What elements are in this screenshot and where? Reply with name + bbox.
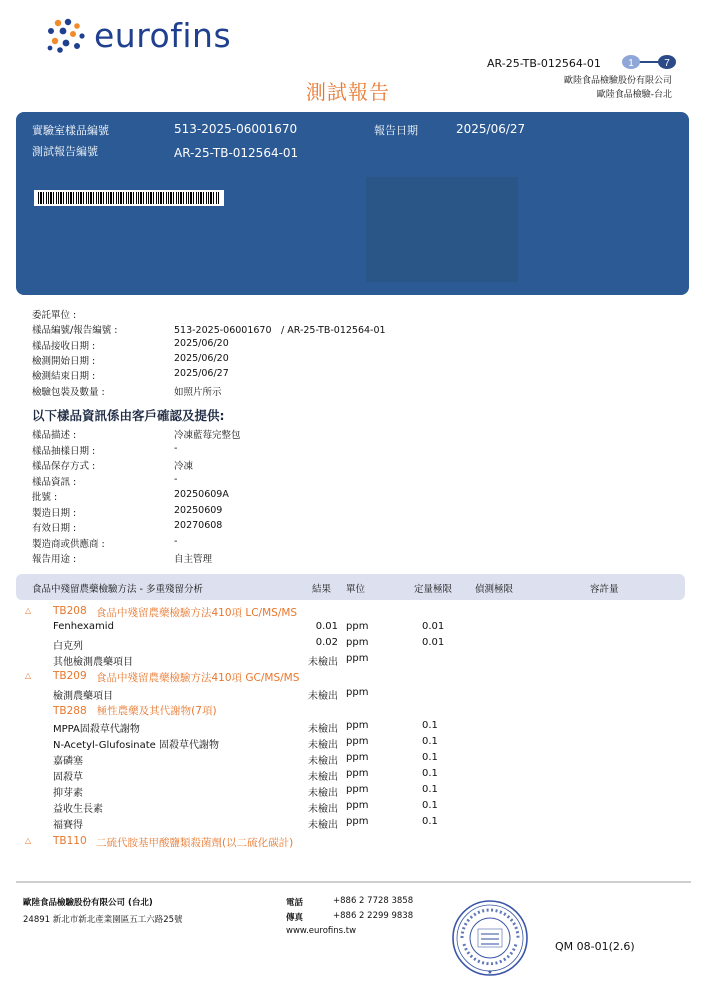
table-row xyxy=(0,685,708,701)
table-row xyxy=(0,718,708,734)
analyte-name: 嘉磷塞 xyxy=(53,756,83,767)
report-banner xyxy=(16,112,689,295)
page-indicator xyxy=(621,54,677,70)
results-table-header xyxy=(16,574,685,600)
customer-info-label: 批號 : xyxy=(32,492,58,503)
company-name: 歐陸食品檢驗股份有限公司 xyxy=(563,76,672,86)
method-row xyxy=(0,668,708,684)
method-code: TB288 xyxy=(53,705,87,717)
method-subheader xyxy=(53,703,217,718)
analyte-name: N-Acetyl-Glufosinate 固殺草代謝物 xyxy=(53,740,219,751)
loq-value: 0.01 xyxy=(422,621,445,632)
analyte-name: 福賽得 xyxy=(53,820,83,831)
report-number: AR-25-TB-012564-01 xyxy=(487,57,601,70)
svg-text:★: ★ xyxy=(487,969,493,976)
loq-value: 0.01 xyxy=(422,637,445,648)
customer-info-label: 有效日期 : xyxy=(32,523,77,534)
result-value: 未檢出 xyxy=(308,804,338,815)
table-row xyxy=(0,734,708,750)
info-value: 2025/06/20 xyxy=(174,352,229,364)
info-label: 樣品接收日期 : xyxy=(32,340,96,352)
footer-tel-label: 電話 xyxy=(286,898,304,908)
customer-info-value: 自主管理 xyxy=(174,554,213,565)
triangle-icon: △ xyxy=(25,606,32,615)
method-desc: 二硫代胺基甲酸鹽類殺菌劑(以二硫化碳計) xyxy=(96,837,294,849)
footer-tel: +886 2 7728 3858 xyxy=(333,896,414,906)
customer-info-value: 20270608 xyxy=(174,520,223,531)
th-method: 食品中殘留農藥檢驗方法 - 多重殘留分析 xyxy=(32,584,203,595)
footer-address: 24891 新北市新北產業園區五工六路25號 xyxy=(23,915,183,925)
page-current: 1 xyxy=(628,58,634,69)
footer-company: 歐陸食品檢驗股份有限公司 (台北) xyxy=(23,898,153,908)
loq-value: 0.1 xyxy=(422,784,438,795)
result-value: 未檢出 xyxy=(308,772,338,783)
info-label: 委託單位 : xyxy=(32,310,77,321)
customer-info-label: 樣品保存方式 : xyxy=(32,461,96,472)
method-desc: 食品中殘留農藥檢驗方法410項 GC/MS/MS xyxy=(96,672,300,684)
unit-value: ppm xyxy=(346,637,369,648)
result-value: 0.02 xyxy=(315,637,338,648)
lab-sample-no-label: 實驗室樣品編號 xyxy=(32,124,109,137)
analyte-name: Fenhexamid xyxy=(53,621,114,632)
triangle-icon: △ xyxy=(25,671,32,680)
customer-info-value: - xyxy=(174,473,178,485)
th-unit: 單位 xyxy=(346,584,366,595)
form-code: QM 08-01(2.6) xyxy=(555,940,635,953)
unit-value: ppm xyxy=(346,653,369,664)
result-value: 未檢出 xyxy=(308,691,338,702)
test-report-no: AR-25-TB-012564-01 xyxy=(174,146,299,160)
loq-value: 0.1 xyxy=(422,736,438,747)
unit-value: ppm xyxy=(346,752,369,763)
result-value: 未檢出 xyxy=(308,724,338,735)
footer-fax-label: 傳真 xyxy=(286,913,304,923)
triangle-icon: △ xyxy=(25,836,32,845)
loq-value: 0.1 xyxy=(422,768,438,779)
table-row xyxy=(0,782,708,798)
result-value: 未檢出 xyxy=(308,788,338,799)
table-row xyxy=(0,798,708,814)
th-tolerance: 容許量 xyxy=(590,584,619,595)
lab-seal-stamp xyxy=(450,898,530,978)
method-code: TB209 xyxy=(53,670,87,682)
analyte-name: 固殺草 xyxy=(53,772,83,783)
customer-info-title: 以下樣品資訊係由客戶確認及提供: xyxy=(32,408,225,423)
table-row xyxy=(0,619,708,635)
table-row xyxy=(0,766,708,782)
method-row xyxy=(0,603,708,619)
unit-value: ppm xyxy=(346,736,369,747)
table-row xyxy=(0,635,708,651)
unit-value: ppm xyxy=(346,687,369,698)
customer-info-value: 冷凍 xyxy=(174,461,194,472)
result-value: 未檢出 xyxy=(308,820,338,831)
unit-value: ppm xyxy=(346,621,369,632)
info-value: 如照片所示 xyxy=(174,386,222,398)
info-value: 2025/06/20 xyxy=(174,337,229,349)
test-report-no-label: 測試報告編號 xyxy=(32,145,98,158)
info-value: 2025/06/27 xyxy=(174,368,229,380)
method-row xyxy=(0,833,708,849)
footer-divider xyxy=(16,881,691,883)
eurofins-logo xyxy=(46,16,236,56)
customer-info-label: 報告用途 : xyxy=(32,554,77,565)
analyte-name: 益收生長素 xyxy=(53,804,103,815)
loq-value: 0.1 xyxy=(422,720,438,731)
customer-info-value: 20250609A xyxy=(174,489,229,500)
method-desc: 極性農藥及其代謝物(7項) xyxy=(96,705,217,717)
unit-value: ppm xyxy=(346,768,369,779)
loq-value: 0.1 xyxy=(422,800,438,811)
unit-value: ppm xyxy=(346,816,369,827)
method-code: TB110 xyxy=(53,835,87,847)
footer-website[interactable]: www.eurofins.tw xyxy=(286,926,357,936)
customer-info-value: 20250609 xyxy=(174,504,223,516)
unit-value: ppm xyxy=(346,720,369,731)
lab-sample-no: 513-2025-06001670 xyxy=(174,122,298,136)
method-code: TB208 xyxy=(53,605,87,617)
loq-value: 0.1 xyxy=(422,816,438,827)
unit-value: ppm xyxy=(346,784,369,795)
info-label: 檢驗包裝及數量 : xyxy=(32,386,105,398)
customer-info-label: 樣品資訊 : xyxy=(32,476,77,488)
analyte-name: 抑芽素 xyxy=(53,788,83,799)
customer-info-value: - xyxy=(174,535,178,547)
report-date-label: 報告日期 xyxy=(374,124,418,137)
customer-info-label: 製造日期 : xyxy=(32,507,77,519)
table-row xyxy=(0,651,708,667)
result-value: 0.01 xyxy=(315,621,338,632)
method-desc: 食品中殘留農藥檢驗方法410項 LC/MS/MS xyxy=(96,607,298,619)
table-row xyxy=(0,814,708,830)
result-value: 未檢出 xyxy=(308,756,338,767)
page-title: 測試報告 xyxy=(306,80,390,104)
redacted-area xyxy=(366,177,518,282)
customer-info-value: 冷凍藍莓完整包 xyxy=(174,430,241,441)
th-lod: 偵測極限 xyxy=(475,584,514,595)
info-label: 樣品編號/報告編號 : xyxy=(32,325,118,337)
th-loq: 定量極限 xyxy=(414,584,453,595)
result-value: 未檢出 xyxy=(308,657,338,668)
loq-value: 0.1 xyxy=(422,752,438,763)
info-label: 檢測結束日期 : xyxy=(32,371,96,383)
analyte-name: 其他檢測農藥項目 xyxy=(53,657,133,668)
footer-fax: +886 2 2299 9838 xyxy=(333,911,414,921)
page-total: 7 xyxy=(664,58,670,69)
eurofins-logo-icon xyxy=(46,18,88,54)
unit-value: ppm xyxy=(346,800,369,811)
table-row xyxy=(0,750,708,766)
analyte-name: 白克列 xyxy=(53,641,83,652)
customer-info-label: 樣品抽樣日期 : xyxy=(32,445,96,457)
customer-info-label: 樣品描述 : xyxy=(32,430,77,441)
th-result: 結果 xyxy=(312,584,332,595)
analyte-name: 檢測農藥項目 xyxy=(53,691,113,702)
brand-name: eurofins xyxy=(94,16,232,55)
result-value: 未檢出 xyxy=(308,740,338,751)
report-date: 2025/06/27 xyxy=(456,122,526,136)
analyte-name: MPPA固殺草代謝物 xyxy=(53,724,140,735)
info-label: 檢測開始日期 : xyxy=(32,355,96,367)
customer-info-value: - xyxy=(174,442,178,454)
customer-info-label: 製造商或供應商 : xyxy=(32,538,105,550)
barcode xyxy=(34,190,224,206)
company-branch: 歐陸食品檢驗-台北 xyxy=(596,90,672,100)
info-value: 513-2025-06001670 / AR-25-TB-012564-01 xyxy=(174,325,386,337)
